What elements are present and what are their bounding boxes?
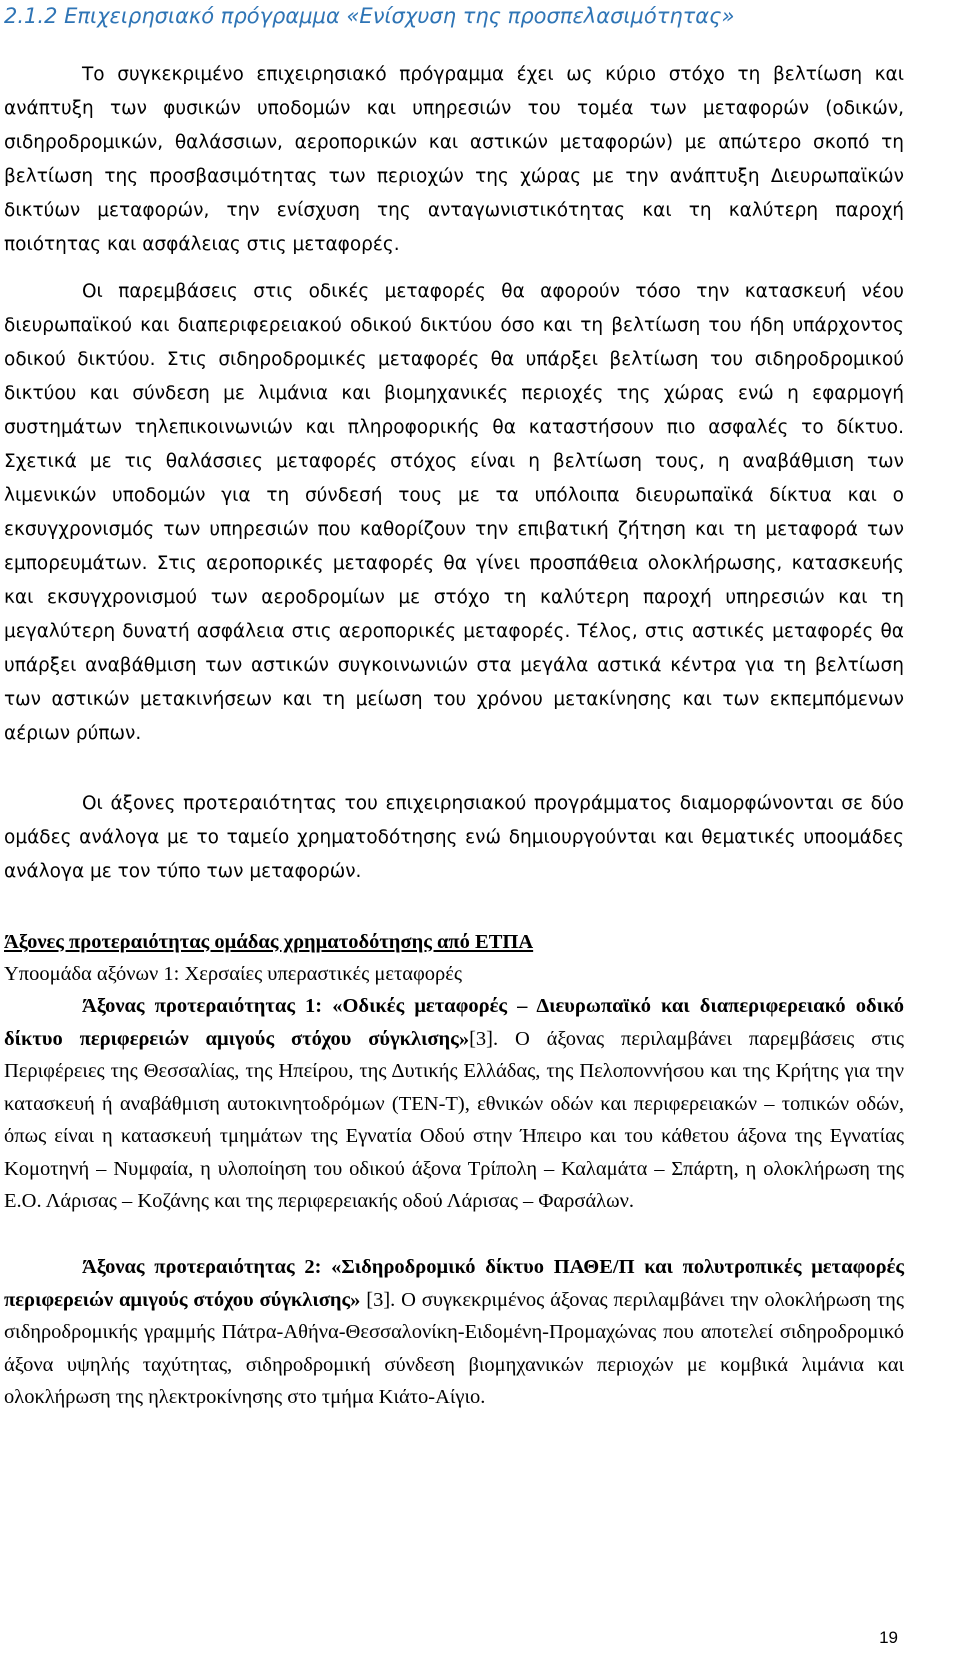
axis-text-2: Ο συγκεκριμένος άξονας περιλαμβάνει την ολοκλήρωση της σιδηροδρομικής γραμμής Πάτρα-Αθήνα-Θεσσαλονίκη-Ειδομένη-Προμαχώνας που αποτελεί σιδηροδρομικό άξονα υψηλής ταχύτητας, σιδηροδρομική σύνδεση βιομηχανικών περιοχών με κομβικά λιμάνια και ολοκλήρωση της ηλεκτροκίνησης στο τμήμα Κιάτο-Αίγιο.: [4, 1288, 904, 1408]
axis-paragraph-1: [4, 990, 904, 1218]
section-heading: 2.1.2 Επιχειρησιακό πρόγραμμα «Ενίσχυση της προσπελασιμότητας»: [4, 4, 735, 28]
axis-reference-1: [3].: [469, 1027, 499, 1050]
intro-paragraph-2: Οι παρεμβάσεις στις οδικές μεταφορές θα αφορούν τόσο την κατασκευή νέου διευρωπαϊκού και διαπεριφερειακού οδικού δικτύου όσο και τη βελτίωση του ήδη υπάρχοντος οδικού δικτύου. Στις σιδηροδρομικές μεταφορές θα υπάρξει βελτίωση του σιδηροδρομικού δικτύου και σύνδεση με λιμάνια και βιομηχανικές περιοχές της χώρας ενώ η εφαρμογή συστημάτων τηλεπικοινωνιών και πληροφορικής θα καταστήσουν πιο ασφαλές το δίκτυο. Σχετικά με τις θαλάσσιες μεταφορές στόχος είναι η βελτίωση τους, η αναβάθμιση των λιμενικών υποδομών για τη σύνδεσή τους με τα υπόλοιπα διευρωπαϊκά δίκτυα και ο εκσυγχρονισμός των υπηρεσιών που καθορίζουν την επιβατική ζήτηση και τη μεταφορά των εμπορευμάτων. Στις αεροπορικές μεταφορές θα γίνει προσπάθεια ολοκλήρωσης, κατασκευής και εκσυγχρονισμού των αεροδρομίων με στόχο τη καλύτερη παροχή υπηρεσιών και τη μεγαλύτερη δυνατή ασφάλεια στις αεροπορικές μεταφορές. Τέλος, στις αστικές μεταφορές θα υπάρξει αναβάθμιση των αστικών συγκοινωνιών στα μεγάλα αστικά κέντρα για τη βελτίωση των αστικών μετακινήσεων και τη μείωση του χρόνου μετακίνησης και των εκπεμπόμενων αέριων ρύπων.: [4, 281, 904, 744]
axis-title-1: Άξονας προτεραιότητας 1: «Οδικές μεταφορές – Διευρωπαϊκό και διαπεριφερειακό οδικό δίκτυο περιφερειών αμιγούς στόχου σύγκλισης»: [4, 995, 904, 1050]
subgroup-title: Υποομάδα αξόνων 1: Χερσαίες υπεραστικές μεταφορές: [4, 963, 462, 985]
axis-title-2: Άξονας προτεραιότητας 2: «Σιδηροδρομικό δίκτυο ΠΑΘΕ/Π και πολυτροπικές μεταφορές περιφερειών αμιγούς στόχου σύγκλισης»: [4, 1256, 904, 1311]
page-number: 19: [879, 1628, 898, 1647]
intro-paragraph-3: Οι άξονες προτεραιότητας του επιχειρησιακού προγράμματος διαμορφώνονται σε δύο ομάδες ανάλογα με το ταμείο χρηματοδότησης ενώ δημιουργούνται και θεματικές υποομάδες ανάλογα με τον τύπο των μεταφορών.: [4, 793, 904, 882]
intro-paragraph-1: Το συγκεκριμένο επιχειρησιακό πρόγραμμα έχει ως κύριο στόχο τη βελτίωση και ανάπτυξη των φυσικών υποδομών και υπηρεσιών του τομέα των μεταφορών (οδικών, σιδηροδρομικών, θαλάσσιων, αεροπορικών και αστικών μεταφορών) με απώτερο σκοπό τη βελτίωση της προσβασιμότητας των περιοχών της χώρας με την ανάπτυξη Διευρωπαϊκών δικτύων μεταφορών, την ενίσχυση της ανταγωνιστικότητας και τη καλύτερη παροχή ποιότητας και ασφάλειας στις μεταφορές.: [4, 64, 904, 255]
axis-paragraph-2: [4, 1251, 904, 1414]
funding-group-title: Άξονες προτεραιότητας ομάδας χρηματοδότησης από ΕΤΠΑ: [4, 931, 534, 953]
axis-reference-2: [3].: [366, 1288, 396, 1311]
axis-text-1: Ο άξονας περιλαμβάνει παρεμβάσεις στις Περιφέρειες της Θεσσαλίας, της Ηπείρου, της Δυτικής Ελλάδας, της Πελοποννήσου και της Κρήτης για την κατασκευή ή αναβάθμιση αυτοκινητοδρόμων (TEN-T), εθνικών οδών και περιφερειακών – τοπικών οδών, όπως είναι η κατασκευή τμημάτων της Εγνατία Οδού στην Ήπειρο και του κάθετου άξονα της Εγνατίας Κομοτηνή – Νυμφαία, η υλοποίηση του οδικού άξονα Τρίπολη – Καλαμάτα – Σπάρτη, η ολοκλήρωση της Ε.Ο. Λάρισας – Κοζάνης και της περιφερειακής οδού Λάρισας – Φαρσάλων.: [4, 1027, 905, 1212]
